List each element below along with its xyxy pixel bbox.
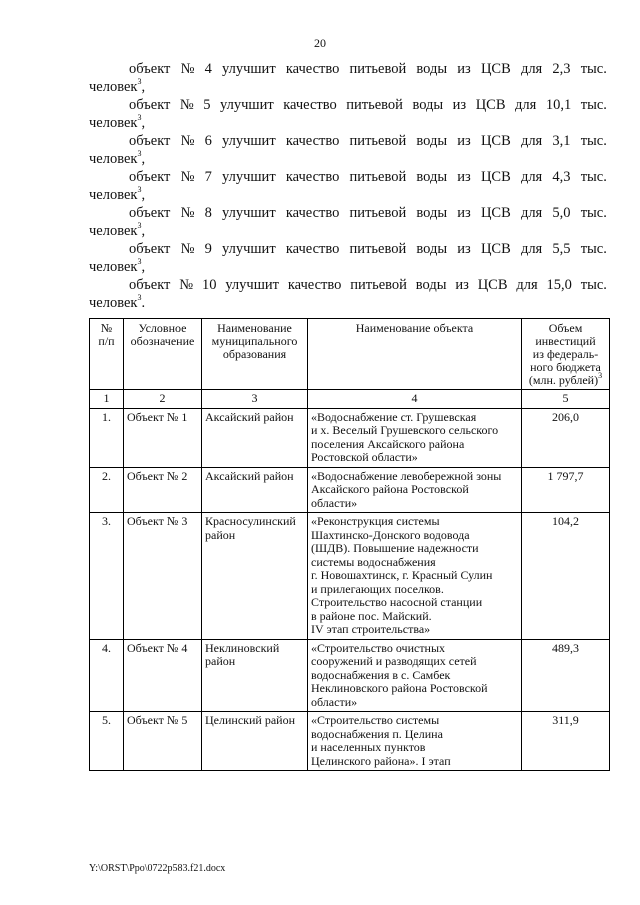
word: для	[520, 205, 543, 221]
paragraph-line-2	[89, 151, 607, 168]
word: объект	[129, 241, 171, 257]
word: ЦСВ	[477, 277, 508, 293]
header-line: в районе пос. Майский.	[311, 608, 432, 623]
word: 4	[204, 61, 212, 77]
header-line: Наименование объекта	[355, 321, 474, 335]
word: тыс.	[580, 241, 607, 257]
word: №	[180, 133, 195, 149]
header-line: и населенных пунктов	[311, 740, 426, 754]
word: 5	[203, 97, 211, 113]
header-line: «Водоснабжение левобережной зоны	[311, 468, 502, 483]
header-line: Аксайского района Ростовской	[311, 482, 469, 496]
word: человек	[89, 187, 138, 203]
header-line: Целинского района». I этап	[311, 753, 451, 768]
word: улучшит	[222, 241, 276, 257]
footnote-marker: 3	[137, 185, 142, 195]
word: ЦСВ	[480, 133, 511, 149]
word: для	[520, 133, 543, 149]
header-line: «Строительство очистных	[311, 640, 446, 655]
cell-num: 2.	[90, 467, 124, 513]
paragraph-line-1	[89, 132, 607, 151]
header-line: (млн. рублей)	[528, 373, 599, 387]
word: качество	[285, 61, 340, 77]
header-line: г. Новошахтинск, г. Красный Сулин	[311, 568, 493, 582]
page-number: 20	[314, 36, 326, 50]
word: 5,5	[552, 241, 571, 257]
word: воды	[416, 205, 448, 221]
cell-object-name	[308, 408, 522, 467]
word: для	[516, 277, 538, 293]
word: №	[180, 169, 195, 185]
word: качество	[287, 277, 342, 293]
header-line: Неклиновского района Ростовской	[311, 681, 488, 695]
header-line: Объем	[548, 321, 583, 335]
word: тыс.	[580, 277, 607, 293]
cell-object-name	[308, 712, 522, 771]
word: 2,3	[552, 61, 571, 77]
cell-designation: Объект № 4	[124, 639, 202, 712]
column-number: 2	[124, 390, 202, 409]
word: тыс.	[580, 97, 607, 113]
cell-municipality	[202, 467, 308, 513]
footnote-marker: 3	[598, 371, 603, 380]
paragraph-line-1	[89, 60, 607, 79]
table-header-row	[90, 319, 610, 390]
cell-municipality	[202, 639, 308, 712]
cell-num: 3.	[90, 513, 124, 640]
column-number: 4	[308, 390, 522, 409]
word: объект	[129, 277, 171, 293]
word: ЦСВ	[480, 169, 511, 185]
word: тыс.	[580, 169, 607, 185]
punctuation: ,	[141, 115, 146, 131]
header-line: и прилегающих поселков.	[311, 581, 444, 596]
word: ЦСВ	[480, 205, 511, 221]
column-number: 1	[90, 390, 124, 409]
word: качество	[285, 133, 340, 149]
paragraph	[89, 60, 607, 96]
header-line: Наименование	[217, 321, 292, 335]
header-line: Аксайский район	[205, 409, 294, 424]
word: объект	[129, 61, 171, 77]
word: для	[520, 61, 543, 77]
word: для	[520, 169, 543, 185]
word: питьевой	[349, 205, 407, 221]
table-row	[90, 639, 610, 712]
column-number: 5	[522, 390, 610, 409]
header-line: из федераль-	[532, 347, 599, 361]
table-row	[90, 408, 610, 467]
header-line: сооружений и разводящих сетей	[311, 654, 477, 668]
header-line: (ШДВ). Повышение надежности	[311, 541, 479, 555]
cell-num: 4.	[90, 639, 124, 712]
word: из	[457, 61, 471, 77]
table-body	[90, 408, 610, 771]
punctuation: ,	[141, 79, 146, 95]
word: воды	[415, 277, 447, 293]
word: качество	[285, 169, 340, 185]
header-line: образования	[222, 347, 287, 361]
table-row	[90, 467, 610, 513]
word: 4,3	[552, 169, 571, 185]
word: из	[457, 205, 471, 221]
word: из	[457, 133, 471, 149]
word: улучшит	[222, 133, 276, 149]
word: 3,1	[552, 133, 571, 149]
word: 10	[201, 277, 217, 293]
word: 5,0	[552, 205, 571, 221]
punctuation: ,	[141, 223, 146, 239]
cell-investment: 311,9	[522, 712, 610, 771]
cell-designation: Объект № 3	[124, 513, 202, 640]
word: качество	[285, 205, 340, 221]
header-line: поселения Аксайского района	[311, 436, 465, 451]
cell-object-name	[308, 467, 522, 513]
header-line: водоснабжения в с. Самбек	[311, 667, 451, 682]
cell-investment: 1 797,7	[522, 467, 610, 513]
paragraph	[89, 240, 607, 276]
paragraph-line-1	[89, 168, 607, 187]
word: улучшит	[222, 169, 276, 185]
footnote-marker: 3	[137, 77, 142, 87]
word: №	[180, 205, 195, 221]
word: человек	[89, 151, 138, 167]
header-line: области»	[311, 495, 358, 510]
header-num	[90, 319, 124, 390]
header-line: Шахтинско-Донского водовода	[311, 527, 470, 542]
header-line: район	[205, 654, 236, 668]
punctuation: ,	[141, 151, 146, 167]
word: объект	[129, 133, 171, 149]
word: воды	[416, 133, 448, 149]
word: человек	[89, 115, 138, 131]
word: воды	[416, 241, 448, 257]
word: для	[520, 241, 543, 257]
paragraph-line-2	[89, 79, 607, 96]
header-investment	[522, 319, 610, 390]
paragraph	[89, 276, 607, 312]
header-line: Неклиновский	[205, 640, 280, 655]
word: человек	[89, 295, 138, 311]
word: питьевой	[350, 277, 407, 293]
header-line: обозначение	[130, 334, 195, 348]
word: 10,1	[545, 97, 572, 113]
header-line: «Реконструкция системы	[311, 514, 440, 528]
word: ЦСВ	[480, 241, 511, 257]
header-line: ного бюджета	[530, 360, 601, 374]
header-line: системы водоснабжения	[311, 554, 436, 569]
word: тыс.	[580, 205, 607, 221]
word: человек	[89, 79, 138, 95]
paragraph-line-2	[89, 259, 607, 276]
word: питьевой	[349, 169, 407, 185]
cell-municipality	[202, 408, 308, 467]
paragraph-block	[89, 60, 607, 312]
cell-investment: 206,0	[522, 408, 610, 467]
paragraph	[89, 204, 607, 240]
header-line: «Строительство системы	[311, 713, 440, 727]
word: 9	[204, 241, 212, 257]
header-line: район	[205, 527, 236, 542]
word: для	[515, 97, 537, 113]
word: человек	[89, 223, 138, 239]
paragraph	[89, 132, 607, 168]
word: питьевой	[349, 61, 407, 77]
word: объект	[129, 169, 171, 185]
word: 7	[204, 169, 212, 185]
word: ЦСВ	[475, 97, 506, 113]
word: улучшит	[222, 61, 276, 77]
header-line: Ростовской области»	[311, 450, 418, 464]
paragraph-line-2	[89, 223, 607, 240]
word: улучшит	[225, 277, 279, 293]
header-line: муниципального	[211, 334, 298, 348]
header-line: №	[100, 321, 113, 335]
header-line: водоснабжения п. Целина	[311, 726, 443, 741]
word: №	[180, 241, 195, 257]
table-row	[90, 712, 610, 771]
header-line: п/п	[98, 334, 115, 348]
file-path-footer: Y:\ORST\Ppo\0722p583.f21.docx	[89, 863, 226, 874]
footnote-marker: 3	[137, 221, 142, 231]
word: №	[180, 61, 195, 77]
header-line: Строительство насосной станции	[311, 595, 483, 609]
paragraph	[89, 168, 607, 204]
word: питьевой	[349, 241, 407, 257]
paragraph-line-1	[89, 276, 607, 295]
punctuation: ,	[141, 259, 146, 275]
header-line: «Водоснабжение ст. Грушевская	[311, 409, 477, 424]
header-line: области»	[311, 694, 358, 709]
word: улучшит	[220, 97, 274, 113]
paragraph-line-2	[89, 115, 607, 132]
paragraph-line-1	[89, 96, 607, 115]
header-line: Условное	[138, 321, 187, 335]
punctuation: ,	[141, 187, 146, 203]
word: из	[457, 169, 471, 185]
cell-num: 1.	[90, 408, 124, 467]
cell-investment: 489,3	[522, 639, 610, 712]
cell-municipality	[202, 712, 308, 771]
word: объект	[129, 97, 171, 113]
header-object-name	[308, 319, 522, 390]
paragraph-line-1	[89, 240, 607, 259]
word: тыс.	[580, 133, 607, 149]
column-number: 3	[202, 390, 308, 409]
header-line: инвестиций	[535, 334, 596, 348]
word: из	[452, 97, 467, 113]
cell-object-name	[308, 513, 522, 640]
word: воды	[412, 97, 444, 113]
word: улучшит	[222, 205, 276, 221]
paragraph-line-1	[89, 204, 607, 223]
paragraph-line-2	[89, 295, 607, 312]
column-number-row	[90, 390, 610, 409]
word: тыс.	[580, 61, 607, 77]
word: человек	[89, 259, 138, 275]
word: питьевой	[349, 133, 407, 149]
word: качество	[283, 97, 337, 113]
word: из	[457, 241, 471, 257]
word: 8	[204, 205, 212, 221]
cell-num: 5.	[90, 712, 124, 771]
cell-designation: Объект № 1	[124, 408, 202, 467]
header-line: Аксайский район	[205, 468, 294, 483]
footnote-marker: 3	[137, 149, 142, 159]
paragraph-line-2	[89, 187, 607, 204]
header-line: Целинский район	[205, 713, 295, 727]
word: из	[455, 277, 469, 293]
word: питьевой	[346, 97, 403, 113]
footnote-marker: 3	[137, 257, 142, 267]
paragraph	[89, 96, 607, 132]
table-row	[90, 513, 610, 640]
word: воды	[416, 61, 448, 77]
header-line: Красносулинский	[205, 514, 296, 528]
word: №	[179, 97, 194, 113]
header-municipality	[202, 319, 308, 390]
cell-designation: Объект № 2	[124, 467, 202, 513]
header-line: IV этап строительства»	[311, 622, 431, 636]
word: объект	[129, 205, 171, 221]
cell-designation: Объект № 5	[124, 712, 202, 771]
cell-object-name	[308, 639, 522, 712]
footnote-marker: 3	[137, 293, 142, 303]
cell-municipality	[202, 513, 308, 640]
word: воды	[416, 169, 448, 185]
investment-table	[89, 318, 610, 771]
word: ЦСВ	[480, 61, 511, 77]
word: №	[179, 277, 194, 293]
header-line: и х. Веселый Грушевского сельского	[311, 423, 499, 437]
cell-investment: 104,2	[522, 513, 610, 640]
footnote-marker: 3	[137, 113, 142, 123]
word: 15,0	[546, 277, 572, 293]
punctuation: .	[141, 295, 146, 311]
header-designation	[124, 319, 202, 390]
word: качество	[285, 241, 340, 257]
word: 6	[204, 133, 212, 149]
